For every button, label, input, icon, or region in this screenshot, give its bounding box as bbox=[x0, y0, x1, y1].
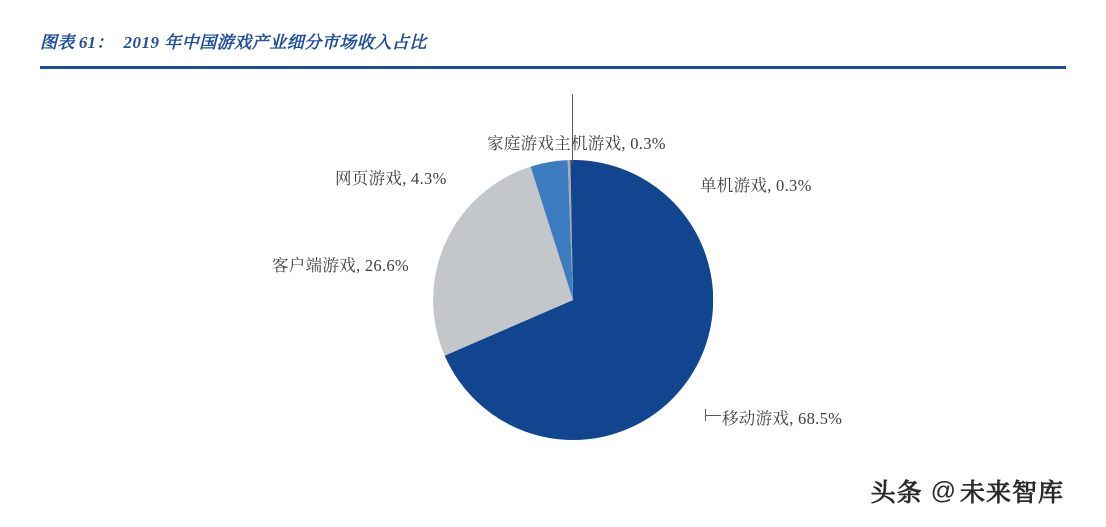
leader-line-mobile bbox=[705, 415, 721, 416]
title-divider bbox=[40, 66, 1066, 69]
slice-label-client: 客户端游戏, 26.6% bbox=[272, 256, 409, 275]
figure-label: 图表 61： bbox=[40, 33, 114, 52]
leader-tick-mobile bbox=[705, 409, 706, 421]
slice-label-web: 网页游戏, 4.3% bbox=[335, 169, 447, 188]
watermark-platform: 头条 bbox=[870, 480, 923, 507]
watermark bbox=[871, 473, 1064, 509]
slice-label-mobile: 移动游戏, 68.5% bbox=[722, 409, 843, 428]
slice-label-single: 单机游戏, 0.3% bbox=[700, 176, 812, 195]
pie-chart bbox=[433, 160, 713, 440]
page-title bbox=[40, 28, 427, 53]
chart-canvas bbox=[0, 80, 1106, 480]
pie-svg bbox=[433, 160, 713, 440]
watermark-at-symbol: @ bbox=[930, 476, 956, 505]
slice-label-console: 家庭游戏主机游戏, 0.3% bbox=[487, 134, 666, 153]
figure-title: 2019 年中国游戏产业细分市场收入占比 bbox=[123, 33, 427, 52]
watermark-account: 未来智库 bbox=[959, 480, 1064, 507]
